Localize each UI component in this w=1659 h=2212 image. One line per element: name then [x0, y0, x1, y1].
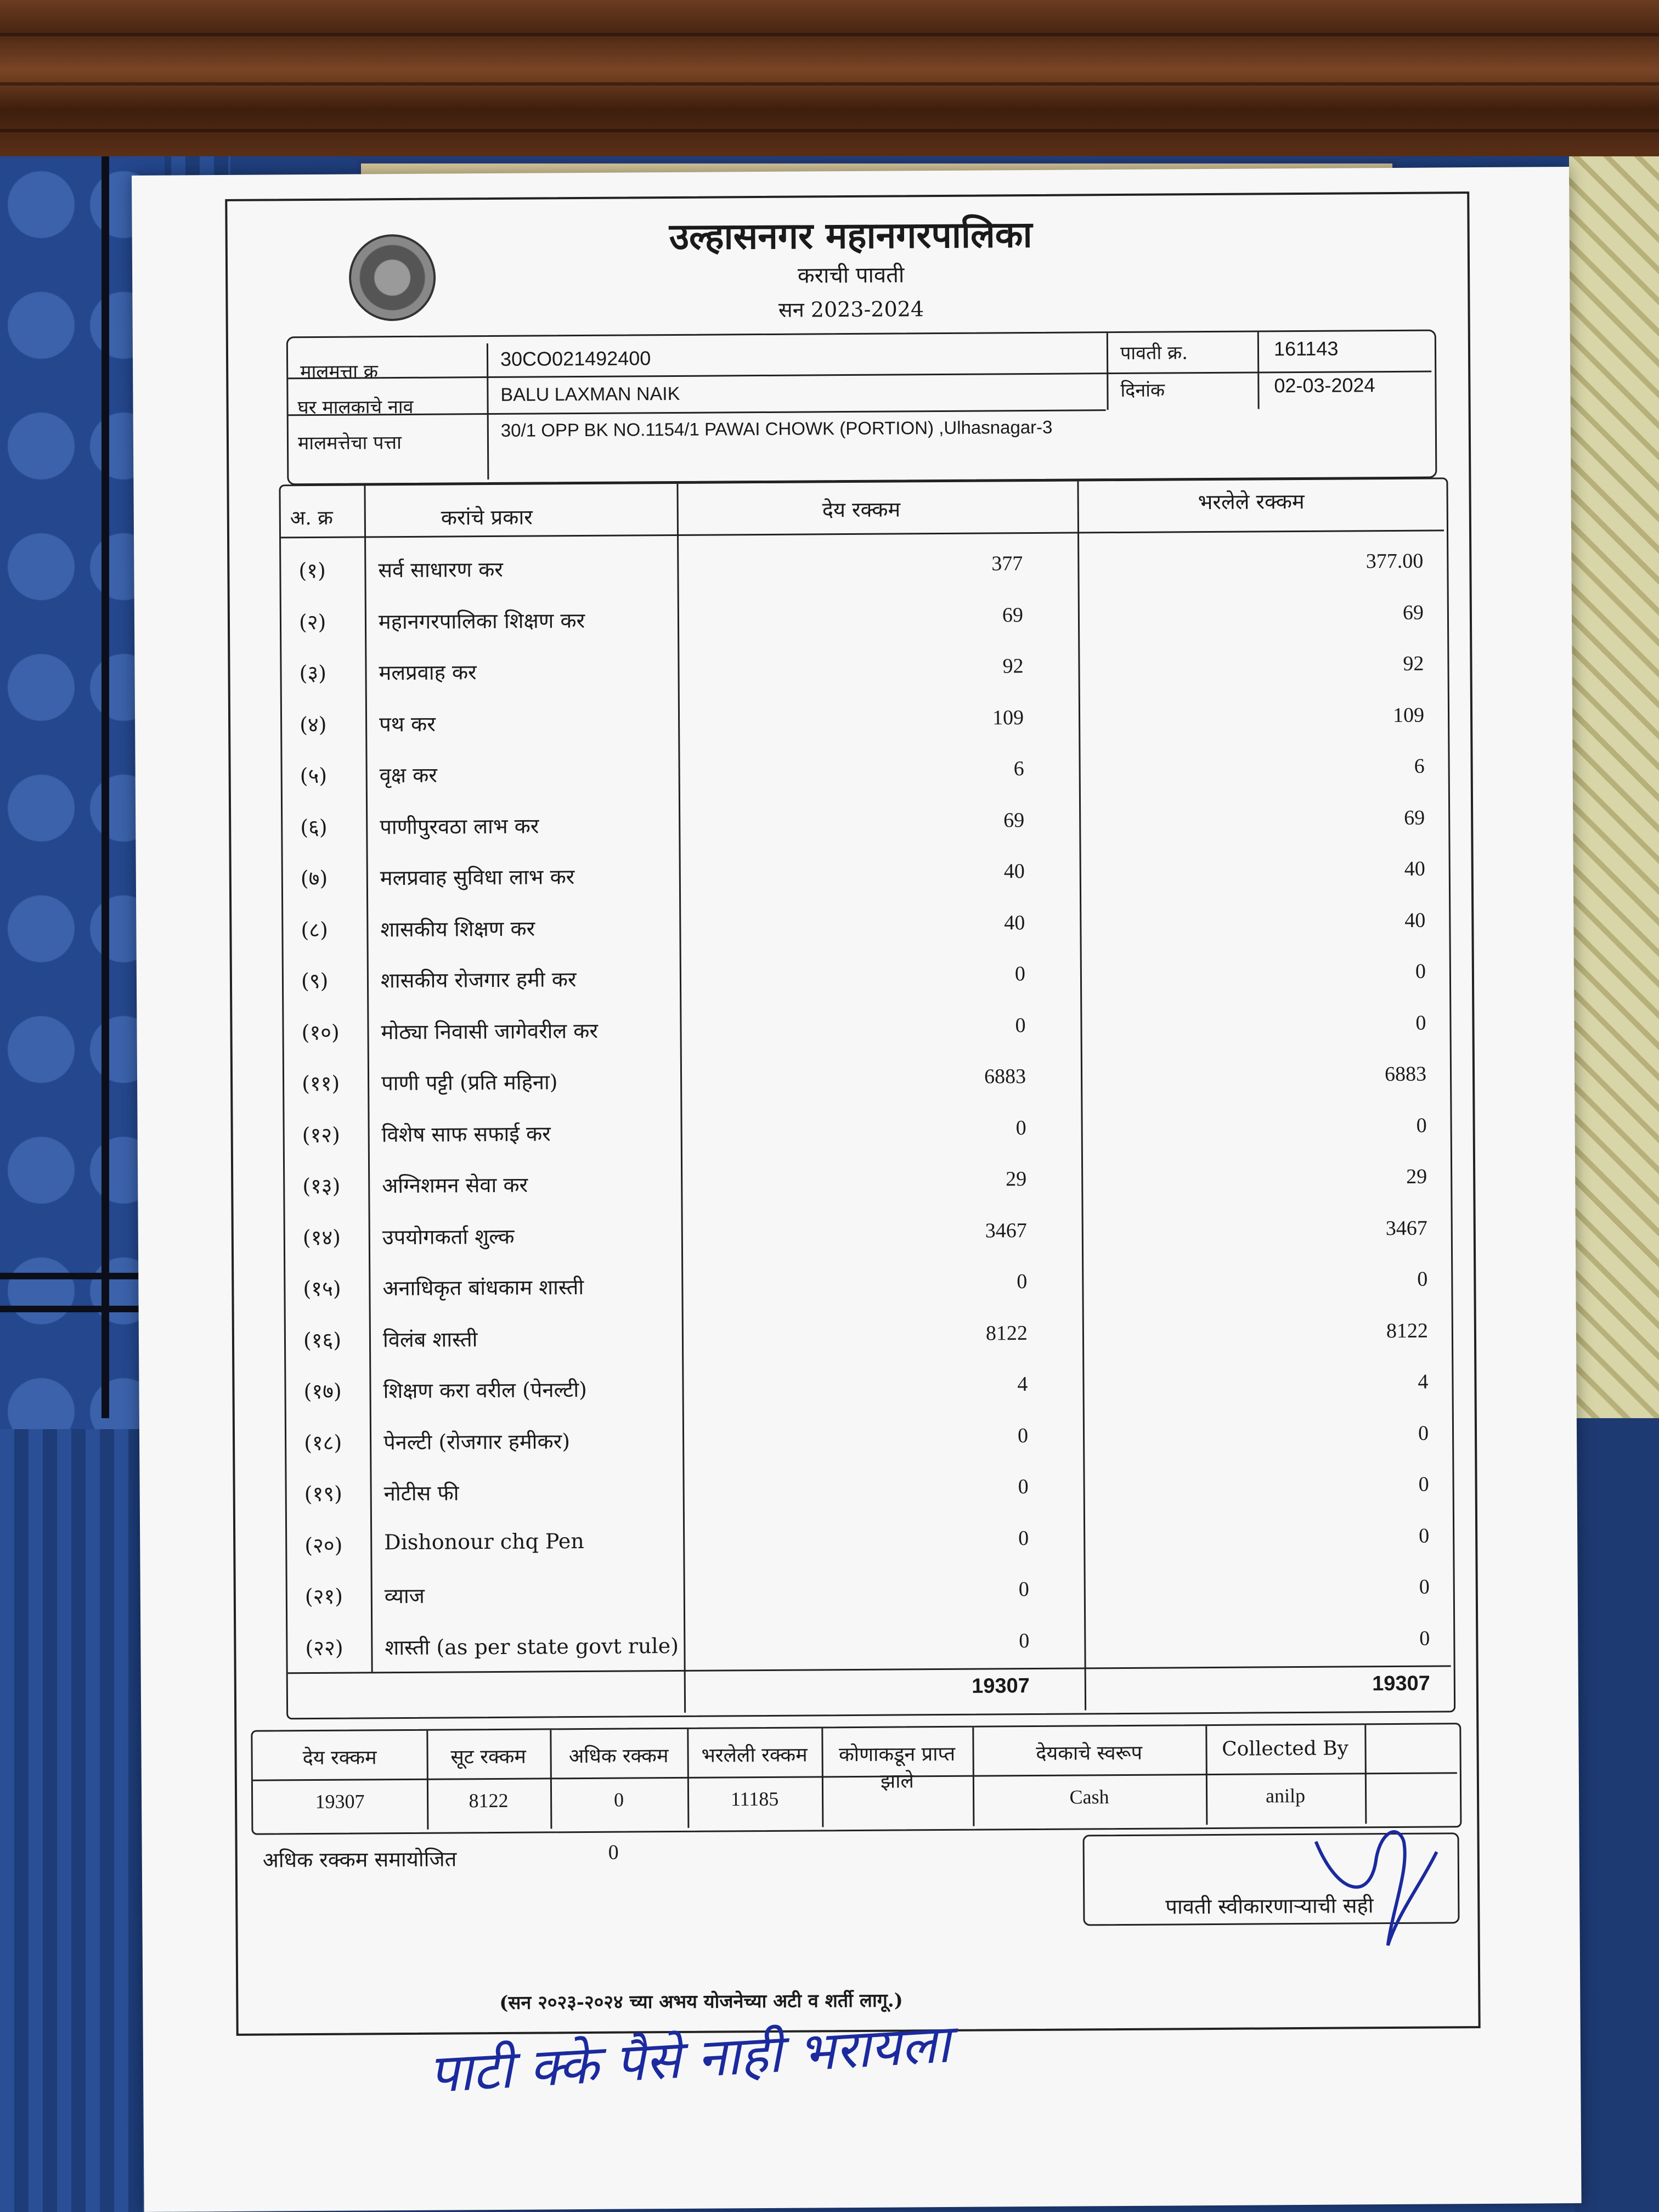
owner-name: BALU LAXMAN NAIK: [500, 383, 680, 405]
tax-row-due: 0: [1018, 1475, 1029, 1499]
tax-row-paid: 4: [1418, 1370, 1429, 1393]
property-number-label: मालमत्ता क्र: [300, 360, 379, 383]
tax-row-paid: 0: [1418, 1421, 1429, 1445]
tax-row-name: उपयोगकर्ता शुल्क: [382, 1224, 515, 1249]
tax-row-paid: 8122: [1386, 1319, 1429, 1342]
receipt-number: 161143: [1273, 337, 1339, 360]
payment-value: 19307: [315, 1790, 365, 1813]
tax-row-paid: 377.00: [1365, 549, 1424, 573]
tax-row-name: Dishonour chq Pen: [384, 1528, 584, 1554]
tax-row-paid: 40: [1404, 857, 1425, 881]
payment-value: 11185: [730, 1787, 779, 1810]
tax-row-name: विशेष साफ सफाई कर: [381, 1121, 551, 1147]
tax-row-name: महानगरपालिका शिक्षण कर: [378, 608, 585, 634]
tax-row-due: 0: [1015, 1013, 1026, 1037]
tax-row-paid: 0: [1419, 1524, 1430, 1548]
adjusted-amount-label: अधिक रक्कम समायोजित: [262, 1847, 457, 1872]
tax-row-name: मलप्रवाह कर: [379, 660, 477, 685]
tax-row-paid: 0: [1419, 1627, 1430, 1650]
tax-row-name: अनाधिकृत बांधकाम शास्ती: [382, 1275, 584, 1301]
tax-row-number: (२): [298, 610, 326, 634]
tax-row-due: 69: [1003, 808, 1025, 832]
tax-row-number: (६): [300, 815, 328, 839]
header-due-amount: देय रक्कम: [822, 497, 901, 522]
tax-row-name: शासकीय शिक्षण कर: [380, 916, 535, 941]
handwritten-note: पाटी क्के पैसे नाही भरायला: [427, 2013, 952, 2105]
tax-row-paid: 0: [1415, 960, 1426, 983]
frame-rail: [101, 156, 109, 1418]
tax-row-due: 40: [1004, 911, 1025, 934]
payment-header: देयकाचे स्वरूप: [1036, 1741, 1143, 1765]
tax-row-number: (१२): [302, 1122, 340, 1147]
tax-row-due: 29: [1006, 1167, 1027, 1191]
blue-folder-backdrop: [1575, 1418, 1659, 2212]
tax-row-due: 4: [1017, 1373, 1028, 1396]
tax-row-number: (७): [300, 866, 328, 891]
tax-row-due: 0: [1017, 1424, 1029, 1447]
tax-row-due: 109: [992, 706, 1024, 729]
receipt-subtitle: कराची पावती: [797, 262, 905, 289]
tax-row-due: 8122: [985, 1321, 1028, 1345]
tax-row-due: 0: [1018, 1526, 1029, 1550]
tax-row-due: 377: [991, 552, 1023, 575]
tax-row-name: पथ कर: [379, 712, 436, 736]
tax-row-name: शिक्षण करा वरील (पेनल्टी): [383, 1377, 588, 1403]
striped-folder-backdrop: [1569, 156, 1659, 1418]
payment-header: भरलेली रक्कम: [701, 1743, 808, 1767]
receipt-date: 02-03-2024: [1274, 374, 1375, 397]
payment-value: anilp: [1265, 1784, 1306, 1807]
wood-grain: [0, 129, 1659, 132]
tax-row-paid: 0: [1416, 1114, 1427, 1137]
tax-row-name: सर्व साधारण कर: [378, 557, 504, 583]
tax-row-number: (१३): [302, 1173, 341, 1199]
tax-row-number: (८): [301, 917, 328, 942]
tax-row-number: (१९): [304, 1481, 342, 1506]
tax-row-paid: 109: [1392, 703, 1425, 727]
tax-row-name: मोठ्या निवासी जागेवरील कर: [381, 1018, 599, 1044]
tax-row-paid: 92: [1403, 652, 1424, 675]
owner-name-label: घर मालकाचे नाव: [297, 396, 414, 419]
receipt-number-label: पावती क्र.: [1120, 342, 1188, 364]
tax-row-name: व्याज: [384, 1583, 425, 1609]
tax-row-due: 0: [1015, 1116, 1026, 1139]
tax-row-due: 0: [1014, 962, 1026, 986]
payment-header: अधिक रक्कम: [568, 1745, 669, 1768]
date-label: दिनांक: [1120, 379, 1165, 402]
tax-row-number: (१५): [303, 1276, 341, 1301]
tax-row-due: 40: [1003, 860, 1025, 883]
tax-row-number: (२१): [304, 1584, 343, 1609]
tax-row-paid: 29: [1406, 1165, 1427, 1188]
adjusted-amount: 0: [608, 1841, 619, 1864]
tax-row-number: (१७): [303, 1379, 342, 1404]
tax-row-number: (५): [300, 763, 328, 788]
payment-value: 8122: [469, 1789, 509, 1812]
tax-row-due: 3467: [985, 1218, 1027, 1243]
tax-row-paid: 40: [1404, 909, 1426, 932]
tax-row-name: नोटीस फी: [383, 1481, 459, 1506]
tax-row-name: पाणीपुरवठा लाभ कर: [380, 813, 539, 839]
wooden-ledge: [0, 0, 1659, 156]
tax-row-paid: 3467: [1385, 1216, 1427, 1240]
header-tax-type: करांचे प्रकार: [441, 505, 533, 530]
tax-row-number: (११): [301, 1071, 340, 1096]
receipt-year: सन 2023-2024: [778, 297, 924, 322]
tax-row-due: 69: [1002, 603, 1024, 627]
tax-row-due: 6883: [984, 1065, 1026, 1088]
org-name: उल्हासनगर महानगरपालिका: [669, 212, 1032, 258]
tax-row-number: (१४): [302, 1225, 341, 1250]
wood-grain: [0, 33, 1659, 36]
tax-row-paid: 69: [1402, 601, 1424, 624]
scheme-footer-note: (सन २०२३-२०२४ च्या अभय योजनेच्या अटी व शर्ती लागू.): [499, 1989, 903, 2014]
payment-value: Cash: [1069, 1786, 1109, 1808]
tax-row-paid: 6: [1414, 754, 1425, 778]
tax-row-number: (१८): [303, 1430, 342, 1455]
tax-row-name: अग्निशमन सेवा कर: [382, 1172, 528, 1198]
total-due: 19307: [972, 1674, 1030, 1698]
tax-row-paid: 0: [1417, 1267, 1428, 1291]
tax-row-paid: 6883: [1384, 1062, 1427, 1086]
signature-label: पावती स्वीकारणाऱ्याची सही: [1165, 1893, 1374, 1919]
tax-row-due: 0: [1017, 1270, 1028, 1294]
tax-row-number: (४): [299, 712, 327, 737]
tax-row-number: (१६): [303, 1328, 342, 1352]
tax-row-due: 0: [1019, 1629, 1030, 1652]
tax-row-due: 92: [1002, 654, 1024, 678]
tax-row-number: (२०): [304, 1533, 343, 1558]
property-number: 30CO021492400: [500, 347, 651, 370]
tax-row-name: वृक्ष कर: [379, 763, 438, 788]
total-paid: 19307: [1372, 1672, 1430, 1696]
tax-row-paid: 0: [1415, 1011, 1426, 1035]
payment-header: देय रक्कम: [302, 1746, 377, 1770]
payment-value: 0: [613, 1788, 624, 1811]
address-label: मालमत्तेचा पत्ता: [297, 432, 402, 455]
tax-row-name: मलप्रवाह सुविधा लाभ कर: [380, 865, 575, 890]
tax-receipt: [132, 167, 1582, 2212]
tax-row-name: पाणी पट्टी (प्रति महिना): [381, 1070, 558, 1096]
tax-row-due: 6: [1013, 757, 1024, 781]
tax-row-number: (१०): [301, 1020, 340, 1045]
property-address: 30/1 OPP BK NO.1154/1 PAWAI CHOWK (PORTION) ,Ulhasnagar-3: [500, 416, 1053, 441]
tax-row-name: शासकीय रोजगार हमी कर: [380, 967, 577, 993]
tax-row-number: (३): [299, 661, 327, 686]
header-paid-amount: भरलेले रक्कम: [1198, 489, 1305, 515]
property-info-box: [286, 329, 1437, 485]
payment-header: सूट रक्कम: [450, 1745, 526, 1769]
tax-row-paid: 0: [1419, 1575, 1430, 1599]
signature-scribble-icon: [1294, 1819, 1459, 1957]
tax-row-paid: 0: [1418, 1472, 1429, 1496]
header-serial: अ. क्र: [290, 506, 333, 530]
wood-grain: [0, 82, 1659, 86]
payment-header: Collected By: [1222, 1737, 1349, 1760]
payment-header: कोणाकडून प्राप्त झाले: [838, 1742, 956, 1793]
tax-row-due: 0: [1018, 1578, 1029, 1601]
tax-row-name: पेनल्टी (रोजगार हमीकर): [383, 1429, 571, 1454]
tax-row-paid: 69: [1404, 806, 1425, 830]
tax-row-number: (२२): [305, 1635, 343, 1660]
tax-row-number: (१): [298, 558, 326, 583]
tax-row-name: विलंब शास्ती: [382, 1327, 478, 1352]
tax-row-name: शास्ती (as per state govt rule): [385, 1633, 679, 1660]
tax-row-number: (९): [301, 968, 329, 994]
